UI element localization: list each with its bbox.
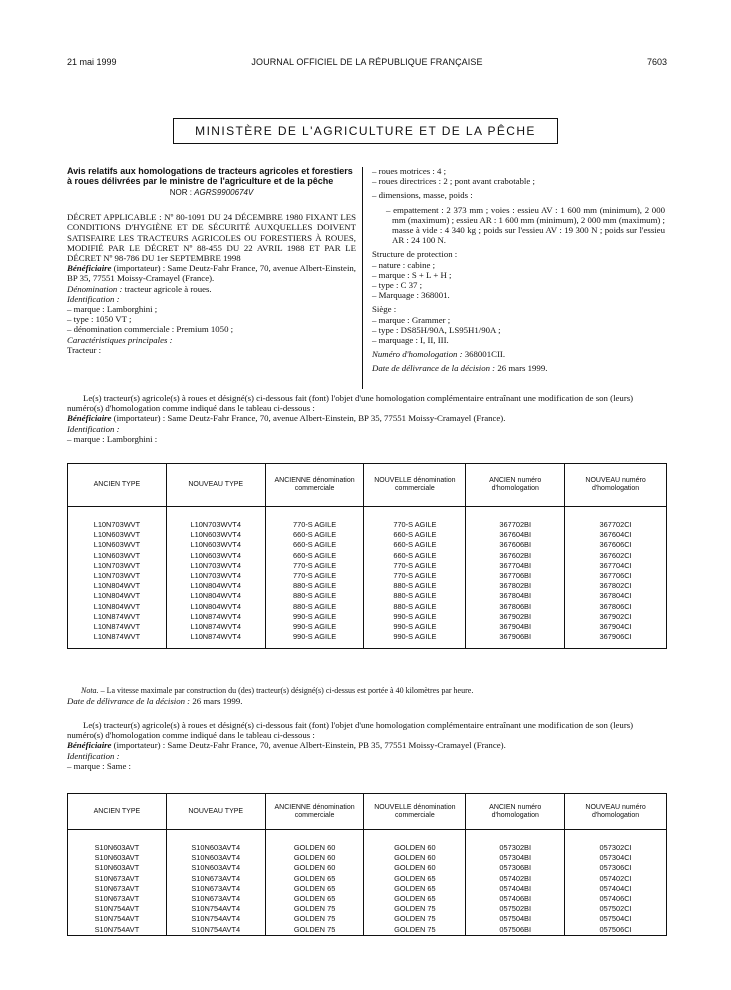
table-row bbox=[68, 520, 667, 530]
spacer-cell bbox=[166, 830, 265, 844]
table-row bbox=[68, 884, 667, 894]
ancien-type-cell: S10N754AVT bbox=[94, 924, 140, 934]
table-row bbox=[68, 632, 667, 642]
homologation-table-lamborghini bbox=[67, 463, 667, 649]
nota-label: Nota. bbox=[81, 686, 99, 695]
nouveau-type-cell: S10N673AVT4 bbox=[166, 884, 265, 894]
section-2-beneficiaire-label: Bénéficiaire bbox=[67, 740, 112, 751]
nouveau-type-cell: S10N603AVT4 bbox=[166, 863, 265, 873]
section-1-marque: – marque : Lamborghini : bbox=[67, 433, 158, 444]
spacer-cell bbox=[565, 507, 667, 521]
denomination-text: tracteur agricole à roues. bbox=[124, 283, 212, 294]
homologation-table-same bbox=[67, 793, 667, 936]
col-ancienne-denomination: ANCIENNE dénomination commerciale bbox=[265, 464, 364, 507]
ancienne-denomination-cell: 660-S AGILE bbox=[265, 540, 364, 550]
numero-value: 368001CII. bbox=[464, 349, 506, 360]
ancien-numero-cell: 057504BI bbox=[466, 914, 565, 924]
ancien-type-cell: L10N874WVT bbox=[93, 611, 141, 621]
nouveau-type-cell: L10N603WVT4 bbox=[166, 540, 265, 550]
ancien-numero-cell: 057506BI bbox=[466, 925, 565, 936]
nouvelle-denomination-cell: 770-S AGILE bbox=[364, 520, 466, 530]
col-ancien-numero: ANCIEN numéro d'homologation bbox=[466, 794, 565, 830]
structure-type: – type : C 37 ; bbox=[372, 280, 423, 291]
nouveau-numero-cell: 367904CI bbox=[565, 622, 667, 632]
beneficiaire-line bbox=[67, 263, 356, 283]
nouveau-numero-cell: 367804CI bbox=[565, 591, 667, 601]
nouveau-numero-cell: 057304CI bbox=[565, 853, 667, 863]
col-ancien-type: ANCIEN TYPE bbox=[68, 794, 167, 830]
nouveau-numero-cell: 367802CI bbox=[565, 581, 667, 591]
nouveau-type-cell: L10N703WVT4 bbox=[166, 571, 265, 581]
spacer-cell bbox=[265, 507, 364, 521]
ancienne-denomination-cell: GOLDEN 60 bbox=[265, 863, 364, 873]
table-row bbox=[68, 581, 667, 591]
ancien-type-cell: L10N603WVT bbox=[93, 540, 141, 550]
table-row bbox=[68, 530, 667, 540]
table-row bbox=[68, 591, 667, 601]
notice-title: Avis relatifs aux homologations de tracteurs agricoles et forestiers à roues délivrées par le ministre de l'agriculture et de la pêche bbox=[67, 166, 353, 186]
date-delivrance bbox=[372, 363, 665, 373]
ancien-numero-cell: 057402BI bbox=[466, 874, 565, 884]
ancien-numero-cell: 367604BI bbox=[466, 530, 565, 540]
ministry-box bbox=[173, 118, 558, 144]
spacer-cell bbox=[364, 830, 466, 844]
ancienne-denomination-cell: GOLDEN 65 bbox=[265, 894, 364, 904]
ancien-numero-cell: 057306BI bbox=[466, 863, 565, 873]
section-1 bbox=[67, 393, 667, 444]
spacer-cell bbox=[364, 507, 466, 521]
running-header bbox=[67, 57, 667, 69]
date-label: Date de délivrance de la décision : bbox=[372, 363, 496, 374]
nouveau-type-cell: L10N804WVT4 bbox=[166, 591, 265, 601]
spacer-cell bbox=[166, 642, 265, 649]
table-row bbox=[68, 914, 667, 924]
decret-applicable: DÉCRET APPLICABLE : Nº 80-1091 DU 24 DÉCEMBRE 1980 FIXANT LES CONDITIONS D'HYGIÈNE ET DE SÉCURITÉ AUXQUELLES DOIVENT SATISFAIRE LES TRACTEURS AGRICOLES OU FORESTIERS À ROUES, MODIFIÉ PAR LE DÉCRET Nº 88-455 DU 22 AVRIL 1988 ET PAR LE DÉCRET Nº 98-786 DU 1er SEPTEMBRE 1998 bbox=[67, 212, 356, 264]
ancien-numero-cell: 057302BI bbox=[466, 843, 565, 853]
ancienne-denomination-cell: 770-S AGILE bbox=[265, 571, 364, 581]
nouveau-type-cell: L10N874WVT4 bbox=[166, 632, 265, 642]
ancien-type-cell: L10N603WVT bbox=[93, 550, 141, 560]
nouvelle-denomination-cell: 990-S AGILE bbox=[364, 612, 466, 622]
ancien-type-cell: S10N603AVT bbox=[94, 863, 140, 873]
nouveau-type-cell: S10N754AVT4 bbox=[166, 904, 265, 914]
spacer-cell bbox=[68, 830, 167, 844]
siege-marquage: – marquage : I, II, III. bbox=[372, 335, 449, 346]
ancien-type-cell: L10N804WVT bbox=[93, 591, 141, 601]
id-marque: – marque : Lamborghini ; bbox=[67, 304, 158, 315]
ancienne-denomination-cell: 770-S AGILE bbox=[265, 520, 364, 530]
table-row bbox=[68, 925, 667, 936]
ancien-numero-cell: 057304BI bbox=[466, 853, 565, 863]
ancien-type-cell: L10N804WVT bbox=[93, 581, 141, 591]
structure-marquage: – Marquage : 368001. bbox=[372, 290, 450, 301]
col-nouvelle-denomination: NOUVELLE dénomination commerciale bbox=[364, 794, 466, 830]
table-row bbox=[68, 863, 667, 873]
denomination-label: Dénomination : bbox=[67, 283, 123, 294]
spacer-cell bbox=[466, 642, 565, 649]
nouveau-type-cell: L10N874WVT4 bbox=[166, 622, 265, 632]
nouveau-numero-cell: 367706CI bbox=[565, 571, 667, 581]
table-row bbox=[68, 843, 667, 853]
nouveau-type-cell: S10N673AVT4 bbox=[166, 874, 265, 884]
ancien-numero-cell: 367704BI bbox=[466, 561, 565, 571]
tracteur-label: Tracteur : bbox=[67, 344, 102, 355]
ancienne-denomination-cell: GOLDEN 65 bbox=[265, 874, 364, 884]
ancienne-denomination-cell: GOLDEN 75 bbox=[265, 904, 364, 914]
col-nouveau-numero: NOUVEAU numéro d'homologation bbox=[565, 464, 667, 507]
table-spacer-row bbox=[68, 642, 667, 649]
col-ancien-numero: ANCIEN numéro d'homologation bbox=[466, 464, 565, 507]
ancien-numero-cell: 057406BI bbox=[466, 894, 565, 904]
nouveau-type-cell: S10N754AVT4 bbox=[166, 914, 265, 924]
nouvelle-denomination-cell: 880-S AGILE bbox=[364, 602, 466, 612]
spacer-cell bbox=[364, 642, 466, 649]
nouveau-numero-cell: 057402CI bbox=[565, 874, 667, 884]
numero-label: Numéro d'homologation : bbox=[372, 349, 463, 360]
nouveau-type-cell: L10N804WVT4 bbox=[166, 581, 265, 591]
date-value: 26 mars 1999. bbox=[497, 363, 548, 374]
nouvelle-denomination-cell: 880-S AGILE bbox=[364, 581, 466, 591]
ancienne-denomination-cell: 660-S AGILE bbox=[265, 530, 364, 540]
ancien-numero-cell: 057502BI bbox=[466, 904, 565, 914]
ancien-type-cell: L10N874WVT bbox=[93, 622, 141, 632]
ministry-title: MINISTÈRE DE L'AGRICULTURE ET DE LA PÊCHE bbox=[195, 124, 536, 138]
spacer-cell bbox=[68, 642, 167, 649]
ancienne-denomination-cell: 990-S AGILE bbox=[265, 612, 364, 622]
nouveau-numero-cell: 057506CI bbox=[565, 925, 667, 936]
nouvelle-denomination-cell: 660-S AGILE bbox=[364, 551, 466, 561]
nouveau-numero-cell: 367704CI bbox=[565, 561, 667, 571]
ancien-numero-cell: 367906BI bbox=[466, 632, 565, 642]
table-row bbox=[68, 894, 667, 904]
col-nouveau-type: NOUVEAU TYPE bbox=[166, 464, 265, 507]
nouveau-numero-cell: 367606CI bbox=[565, 540, 667, 550]
section-2-beneficiaire bbox=[67, 740, 667, 750]
numero-homologation bbox=[372, 349, 665, 359]
id-type: – type : 1050 VT ; bbox=[67, 314, 132, 325]
col-nouvelle-denomination: NOUVELLE dénomination commerciale bbox=[364, 464, 466, 507]
structure-nature: – nature : cabine ; bbox=[372, 259, 436, 270]
ancienne-denomination-cell: 990-S AGILE bbox=[265, 632, 364, 642]
ancien-type-cell: S10N754AVT bbox=[94, 914, 140, 924]
nouveau-type-cell: L10N603WVT4 bbox=[166, 551, 265, 561]
ancien-numero-cell: 367806BI bbox=[466, 602, 565, 612]
roues-directrices: – roues directrices : 2 ; pont avant crabotable ; bbox=[372, 176, 535, 187]
ancienne-denomination-cell: 880-S AGILE bbox=[265, 602, 364, 612]
table-row bbox=[68, 571, 667, 581]
col-ancien-type: ANCIEN TYPE bbox=[68, 464, 167, 507]
table-body bbox=[68, 507, 667, 649]
spacer-cell bbox=[565, 642, 667, 649]
ancienne-denomination-cell: GOLDEN 60 bbox=[265, 843, 364, 853]
header-journal-title: JOURNAL OFFICIEL DE LA RÉPUBLIQUE FRANÇAISE bbox=[251, 57, 483, 67]
identification-label: Identification : bbox=[67, 293, 120, 304]
section-2-marque: – marque : Same : bbox=[67, 760, 132, 771]
table-row bbox=[68, 561, 667, 571]
ancien-numero-cell: 367802BI bbox=[466, 581, 565, 591]
ancien-type-cell: S10N673AVT bbox=[94, 873, 140, 883]
left-column bbox=[67, 166, 356, 355]
roues-motrices: – roues motrices : 4 ; bbox=[372, 166, 447, 176]
nouveau-numero-cell: 057306CI bbox=[565, 863, 667, 873]
nouveau-type-cell: L10N703WVT4 bbox=[166, 520, 265, 530]
nouvelle-denomination-cell: GOLDEN 75 bbox=[364, 925, 466, 936]
section-1-beneficiaire bbox=[67, 413, 667, 423]
nouvelle-denomination-cell: GOLDEN 60 bbox=[364, 863, 466, 873]
beneficiaire-label: Bénéficiaire bbox=[67, 263, 112, 274]
siege-marque: – marque : Grammer ; bbox=[372, 314, 451, 325]
section-2 bbox=[67, 720, 667, 771]
spacer-cell bbox=[565, 830, 667, 844]
structure-label: Structure de protection : bbox=[372, 249, 458, 260]
nor-label: NOR : bbox=[169, 188, 192, 197]
ancienne-denomination-cell: 660-S AGILE bbox=[265, 551, 364, 561]
ancien-numero-cell: 057404BI bbox=[466, 884, 565, 894]
nouvelle-denomination-cell: 990-S AGILE bbox=[364, 632, 466, 642]
nouveau-numero-cell: 057406CI bbox=[565, 894, 667, 904]
nouveau-numero-cell: 367806CI bbox=[565, 602, 667, 612]
beneficiaire-text: (importateur) : Same Deutz-Fahr France, 70, avenue Albert-Einstein, BP 35, 77551 Moissy-Cramayel (France). bbox=[67, 263, 356, 284]
nouveau-type-cell: L10N603WVT4 bbox=[166, 530, 265, 540]
ancien-type-cell: S10N673AVT bbox=[94, 883, 140, 893]
nouveau-type-cell: S10N603AVT4 bbox=[166, 853, 265, 863]
ancien-numero-cell: 367706BI bbox=[466, 571, 565, 581]
table-row bbox=[68, 551, 667, 561]
ancien-numero-cell: 367902BI bbox=[466, 612, 565, 622]
ancienne-denomination-cell: GOLDEN 75 bbox=[265, 925, 364, 936]
siege-label: Siège : bbox=[372, 304, 397, 315]
table-row bbox=[68, 540, 667, 550]
ancien-type-cell: L10N703WVT bbox=[93, 571, 141, 581]
nouveau-type-cell: L10N874WVT4 bbox=[166, 612, 265, 622]
ancien-type-cell: S10N603AVT bbox=[94, 843, 140, 852]
nota-text: – La vitesse maximale par construction du (des) tracteur(s) désigné(s) ci-dessus est portée à 40 kilomètres par heure. bbox=[100, 686, 474, 695]
table-header-row bbox=[68, 464, 667, 507]
col-nouveau-type: NOUVEAU TYPE bbox=[166, 794, 265, 830]
nota-date-value: 26 mars 1999. bbox=[192, 696, 243, 706]
nouvelle-denomination-cell: GOLDEN 60 bbox=[364, 843, 466, 853]
header-page-number: 7603 bbox=[646, 57, 667, 67]
nouveau-numero-cell: 057502CI bbox=[565, 904, 667, 914]
col-ancienne-denomination: ANCIENNE dénomination commerciale bbox=[265, 794, 364, 830]
table-row bbox=[68, 853, 667, 863]
right-column bbox=[372, 166, 665, 374]
ancien-numero-cell: 367904BI bbox=[466, 622, 565, 632]
table-row bbox=[68, 602, 667, 612]
nouveau-numero-cell: 367906CI bbox=[565, 632, 667, 642]
ancienne-denomination-cell: 990-S AGILE bbox=[265, 622, 364, 632]
spacer-cell bbox=[68, 507, 167, 521]
nor-line bbox=[67, 188, 356, 198]
ancien-type-cell: S10N754AVT bbox=[94, 904, 140, 914]
nouvelle-denomination-cell: 770-S AGILE bbox=[364, 571, 466, 581]
section-2-identification: Identification : bbox=[67, 750, 120, 761]
spacer-cell bbox=[466, 830, 565, 844]
spacer-cell bbox=[265, 830, 364, 844]
section-1-identification: Identification : bbox=[67, 423, 120, 434]
nouvelle-denomination-cell: GOLDEN 75 bbox=[364, 904, 466, 914]
nouveau-type-cell: S10N673AVT4 bbox=[166, 894, 265, 904]
ancien-type-cell: S10N673AVT bbox=[94, 894, 140, 904]
nouvelle-denomination-cell: 660-S AGILE bbox=[364, 530, 466, 540]
ancien-numero-cell: 367602BI bbox=[466, 551, 565, 561]
ancienne-denomination-cell: 880-S AGILE bbox=[265, 581, 364, 591]
col-nouveau-numero: NOUVEAU numéro d'homologation bbox=[565, 794, 667, 830]
ancien-type-cell: L10N874WVT bbox=[93, 632, 141, 642]
ancienne-denomination-cell: 880-S AGILE bbox=[265, 591, 364, 601]
nouveau-numero-cell: 057302CI bbox=[565, 843, 667, 853]
table-row bbox=[68, 612, 667, 622]
ancienne-denomination-cell: GOLDEN 65 bbox=[265, 884, 364, 894]
denomination-line bbox=[67, 284, 356, 294]
ancien-type-cell: L10N703WVT bbox=[93, 560, 141, 570]
caracteristiques-label: Caractéristiques principales : bbox=[67, 334, 173, 345]
ancien-type-cell: S10N603AVT bbox=[94, 853, 140, 863]
ancienne-denomination-cell: GOLDEN 60 bbox=[265, 853, 364, 863]
ancienne-denomination-cell: 770-S AGILE bbox=[265, 561, 364, 571]
nouvelle-denomination-cell: 660-S AGILE bbox=[364, 540, 466, 550]
nouvelle-denomination-cell: GOLDEN 65 bbox=[364, 874, 466, 884]
nota-line bbox=[67, 686, 667, 696]
table-row bbox=[68, 622, 667, 632]
column-divider bbox=[362, 167, 363, 389]
ancien-type-cell: L10N703WVT bbox=[93, 520, 141, 529]
id-denomination: – dénomination commerciale : Premium 1050 ; bbox=[67, 324, 234, 335]
ancien-numero-cell: 367702BI bbox=[466, 520, 565, 530]
table-spacer-row bbox=[68, 830, 667, 844]
structure-marque: – marque : S + L + H ; bbox=[372, 269, 452, 280]
nouvelle-denomination-cell: GOLDEN 65 bbox=[364, 884, 466, 894]
nota-block bbox=[67, 686, 667, 706]
ancien-numero-cell: 367804BI bbox=[466, 591, 565, 601]
nouveau-numero-cell: 367702CI bbox=[565, 520, 667, 530]
ancien-numero-cell: 367606BI bbox=[466, 540, 565, 550]
nouveau-numero-cell: 057504CI bbox=[565, 914, 667, 924]
nota-date bbox=[67, 696, 667, 706]
nouveau-type-cell: S10N603AVT4 bbox=[166, 843, 265, 853]
section-2-beneficiaire-text: (importateur) : Same Deutz-Fahr France, 70, avenue Albert-Einstein, PB 35, 77551 Moissy-Cramayel (France). bbox=[113, 740, 506, 751]
nouveau-numero-cell: 367902CI bbox=[565, 612, 667, 622]
empattement: – empattement : 2 373 mm ; voies : essieu AV : 1 600 mm (minimum), 2 000 mm (maximum) ; essieu AR : 1 600 mm (minimum), 2 000 mm (maximum) ; masse à vide : 4 340 kg ; poids sur l'essieu AV : 19 300 N ; poids sur l'essieu AR : 24 100 N. bbox=[386, 204, 665, 246]
nor-value: AGRS9900674V bbox=[194, 188, 254, 197]
section-1-beneficiaire-text: (importateur) : Same Deutz-Fahr France, 70, avenue Albert-Einstein, BP 35, 77551 Moissy-Cramayel (France). bbox=[113, 413, 506, 424]
spacer-cell bbox=[265, 642, 364, 649]
table-row bbox=[68, 904, 667, 914]
table-spacer-row bbox=[68, 507, 667, 521]
nouveau-type-cell: S10N754AVT4 bbox=[166, 925, 265, 936]
table-body bbox=[68, 830, 667, 936]
table-header-row bbox=[68, 794, 667, 830]
nouveau-numero-cell: 367602CI bbox=[565, 551, 667, 561]
nouvelle-denomination-cell: 990-S AGILE bbox=[364, 622, 466, 632]
nouvelle-denomination-cell: 880-S AGILE bbox=[364, 591, 466, 601]
nouvelle-denomination-cell: GOLDEN 65 bbox=[364, 894, 466, 904]
ancienne-denomination-cell: GOLDEN 75 bbox=[265, 914, 364, 924]
header-date: 21 mai 1999 bbox=[67, 57, 117, 67]
nouvelle-denomination-cell: GOLDEN 60 bbox=[364, 853, 466, 863]
ancien-type-cell: L10N804WVT bbox=[93, 601, 141, 611]
section-1-intro: Le(s) tracteur(s) agricole(s) à roues et désigné(s) ci-dessous fait (font) l'objet d'une homologation complémentaire entraînant une modification de son (leurs) numéro(s) d'homologation comme indiqué dans le tableau ci-dessous : bbox=[67, 393, 634, 414]
dimensions-label: – dimensions, masse, poids : bbox=[372, 190, 473, 201]
spacer-cell bbox=[166, 507, 265, 521]
nota-date-label: Date de délivrance de la décision : bbox=[67, 696, 191, 706]
nouveau-type-cell: L10N804WVT4 bbox=[166, 602, 265, 612]
nouveau-numero-cell: 367604CI bbox=[565, 530, 667, 540]
table-row bbox=[68, 874, 667, 884]
ancien-type-cell: L10N603WVT bbox=[93, 530, 141, 540]
nouveau-numero-cell: 057404CI bbox=[565, 884, 667, 894]
spacer-cell bbox=[466, 507, 565, 521]
nouvelle-denomination-cell: 770-S AGILE bbox=[364, 561, 466, 571]
section-1-beneficiaire-label: Bénéficiaire bbox=[67, 413, 112, 424]
section-2-intro: Le(s) tracteur(s) agricole(s) à roues et désigné(s) ci-dessous fait (font) l'objet d'une homologation complémentaire entraînant une modification de son (leurs) numéro(s) d'homologation comme indiqué dans le tableau ci-dessous : bbox=[67, 720, 634, 741]
nouvelle-denomination-cell: GOLDEN 75 bbox=[364, 914, 466, 924]
nouveau-type-cell: L10N703WVT4 bbox=[166, 561, 265, 571]
siege-type: – type : DS85H/90A, LS95H1/90A ; bbox=[372, 324, 501, 335]
